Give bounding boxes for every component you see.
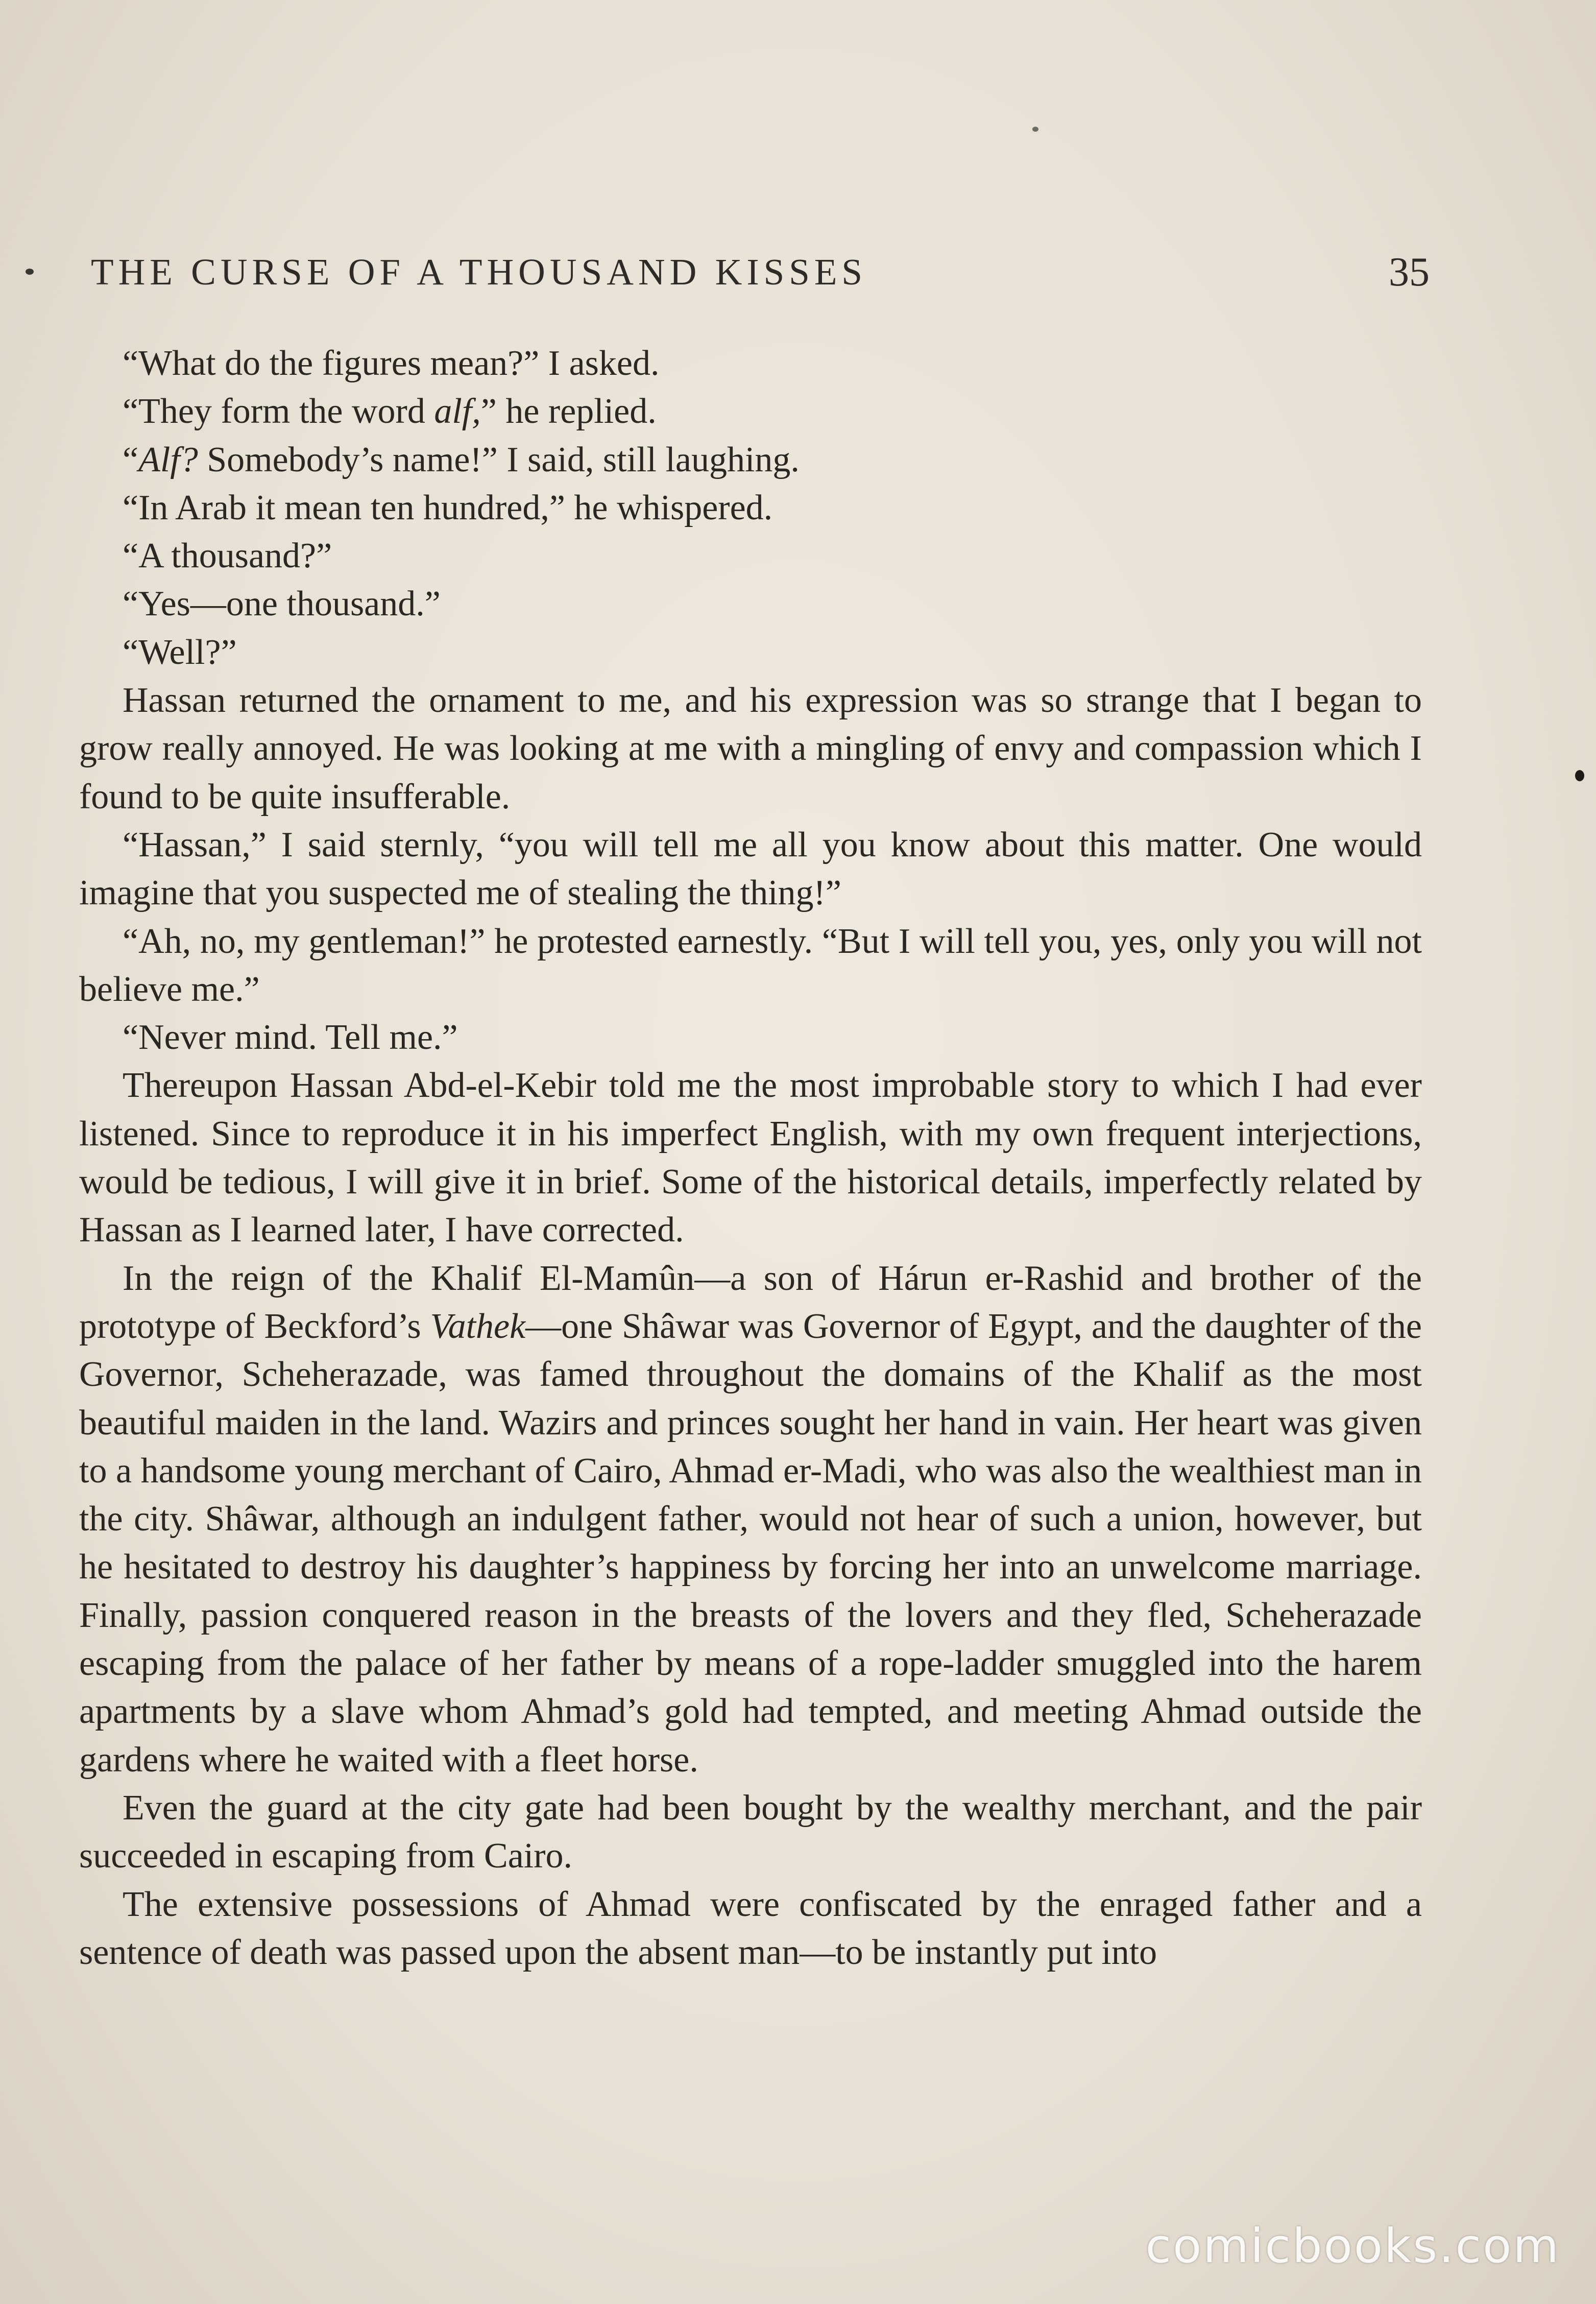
paragraph [79, 340, 1422, 388]
paragraph [79, 1784, 1422, 1881]
paragraph-text: “Ah, no, my gentleman!” he protested earnestly. “But I will tell you, yes, only you will not believe me.” [79, 921, 1422, 1009]
paragraph-text: Somebody’s name!” I said, still laughing. [198, 440, 800, 479]
paragraph-text: Even the guard at the city gate had been bought by the wealthy merchant, and the pair succeeded in escaping from Cairo. [79, 1788, 1422, 1876]
paragraph [79, 484, 1422, 532]
watermark: comicbooks.com [1145, 2219, 1560, 2273]
paragraph [79, 918, 1422, 1014]
italic-text: Vathek [430, 1306, 526, 1346]
paragraph-text: “What do the figures mean?” I asked. [123, 344, 660, 383]
paragraph [79, 1014, 1422, 1062]
paragraph-text: —one Shâwar was Governor of Egypt, and the daughter of the Governor, Scheherazade, was famed throughout the domains of the Khalif as the most beautiful maiden in the land. Wazirs and princes sought her hand in vain. Her heart was given to a handsome young merchant of Cairo, Ahmad er-Madi, who was also the wealthiest man in the city. Shâwar, although an indulgent father, would not hear of such a union, however, but he hesitated to destroy his daughter’s happiness by forcing her into an unwelcome marriage. Finally, passion conquered reason in the breasts of the lovers and they fled, Scheherazade escaping from the palace of her father by means of a rope-ladder smuggled into the harem apartments by a slave whom Ahmad’s gold had tempted, and meeting Ahmad outside the gardens where he waited with a fleet horse. [79, 1306, 1422, 1780]
paragraph-text: “ [123, 440, 139, 479]
paragraph-text: ” he replied. [480, 392, 657, 431]
paragraph-text: Hassan returned the ornament to me, and his expression was so strange that I began to grow really annoyed. He was looking at me with a mingling of envy and compassion which I found to be quite insufferable. [79, 681, 1422, 817]
paragraph [79, 1062, 1422, 1254]
paragraph [79, 1255, 1422, 1784]
paragraph-text: “Never mind. Tell me.” [123, 1018, 458, 1058]
paragraph-text: “They form the word [123, 392, 434, 431]
paragraph [79, 436, 1422, 484]
paragraph-text: “In Arab it mean ten hundred,” he whispered. [123, 488, 773, 527]
paragraph [79, 629, 1422, 677]
page-body [79, 340, 1422, 1977]
paragraph-text: The extensive possessions of Ahmad were confiscated by the enraged father and a sentence of death was passed upon the absent man—to be instantly put into [79, 1884, 1422, 1972]
ink-speck [1575, 770, 1584, 781]
paragraph-text: “A thousand?” [123, 536, 332, 576]
paragraph-text: “Hassan,” I said sternly, “you will tell me all you know about this matter. One would imagine that you suspected me of stealing the thing!” [79, 825, 1422, 913]
paragraph [79, 821, 1422, 918]
paragraph [79, 532, 1422, 580]
page-header [91, 244, 1430, 300]
paragraph-text: Thereupon Hassan Abd-el-Kebir told me the most improbable story to which I had ever listened. Since to reproduce it in his imperfect English, with my own frequent interjections, would be tedious, I will give it in brief. Some of the historical details, imperfectly related by Hassan as I learned later, I have corrected. [79, 1066, 1422, 1250]
paragraph-text: In the reign of the Khalif El-Mamûn—a son of Hárun er-Rashid and brother of the prototype of Beckford’s [79, 1258, 1422, 1346]
paragraph [79, 388, 1422, 436]
paragraph-text: “Well?” [123, 632, 237, 672]
italic-text: alf, [434, 392, 481, 431]
page-number: 35 [1389, 249, 1430, 295]
italic-text: Alf? [138, 440, 198, 479]
paragraph-text: “Yes—one thousand.” [123, 584, 441, 624]
paragraph [79, 677, 1422, 821]
paragraph [79, 1881, 1422, 1977]
ink-speck [1032, 127, 1038, 132]
ink-dot [26, 269, 34, 275]
paragraph [79, 580, 1422, 628]
running-title: THE CURSE OF A THOUSAND KISSES [91, 251, 867, 293]
